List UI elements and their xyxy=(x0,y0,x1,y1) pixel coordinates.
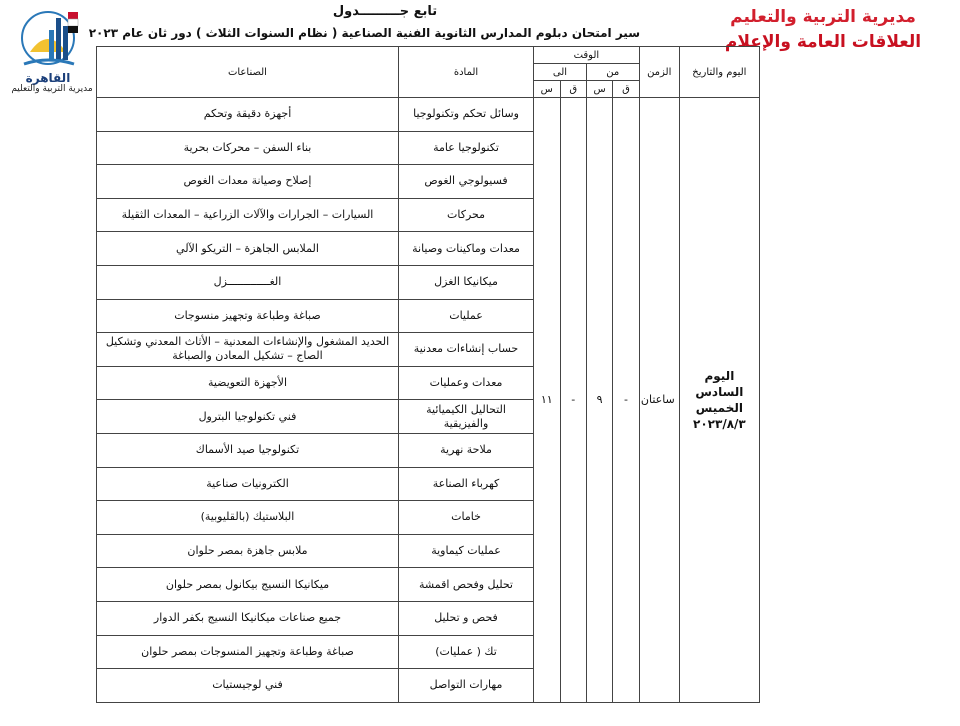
specialties-cell: الأجهزة التعويضية xyxy=(97,366,399,400)
specialties-cell: صباغة وطباعة وتجهيز منسوجات xyxy=(97,299,399,333)
brand-line-1: مديرية التربية والتعليم xyxy=(730,7,916,27)
specialties-cell: الملابس الجاهزة – التريكو الآلي xyxy=(97,232,399,266)
specialties-cell: البلاستيك (بالقليوبية) xyxy=(97,501,399,535)
logo-name: القاهرة xyxy=(25,71,71,85)
subject-cell: محركات xyxy=(398,198,533,232)
schedule-document xyxy=(96,46,760,726)
subject-cell: فسيولوجي الغوص xyxy=(398,165,533,199)
subject-cell: كهرباء الصناعة xyxy=(398,467,533,501)
specialties-cell: تكنولوجيا صيد الأسماك xyxy=(97,433,399,467)
day-date: ٢٠٢٣/٨/٣ xyxy=(693,416,746,431)
subject-cell: خامات xyxy=(398,501,533,535)
cairo-logo-icon xyxy=(8,6,94,88)
specialties-cell: السيارات – الجرارات والآلات الزراعية – المعدات الثقيلة xyxy=(97,198,399,232)
specialties-cell: فني لوجيستيات xyxy=(97,669,399,703)
header-to-s: س xyxy=(534,81,560,98)
exam-day xyxy=(679,98,759,703)
subject-cell: ملاحة نهرية xyxy=(398,433,533,467)
day-weekday: الخميس xyxy=(695,400,743,415)
subject-cell: مهارات التواصل xyxy=(398,669,533,703)
specialties-cell: ميكانيكا النسيج بيكانول بمصر حلوان xyxy=(97,568,399,602)
subject-cell: تحليل وفحص اقمشة xyxy=(398,568,533,602)
header-specialties: الصناعات xyxy=(97,47,399,98)
day-label: اليوم xyxy=(704,368,735,383)
specialties-cell: إصلاح وصيانة معدات الغوص xyxy=(97,165,399,199)
subject-cell: معدات وماكينات وصيانة xyxy=(398,232,533,266)
specialties-cell: بناء السفن – محركات بحرية xyxy=(97,131,399,165)
specialties-cell: فني تكنولوجيا البترول xyxy=(97,400,399,434)
schedule-rows xyxy=(97,98,760,703)
specialties-cell: أجهزة دقيقة وتحكم xyxy=(97,98,399,132)
schedule-table xyxy=(96,46,760,703)
subject-cell: معدات وعمليات xyxy=(398,366,533,400)
day-ordinal: السادس xyxy=(695,384,744,399)
header-subject: المادة xyxy=(398,47,533,98)
table-row xyxy=(97,98,760,132)
subject-cell: التحاليل الكيميائية والفيزيقية xyxy=(398,400,533,434)
header-from-q: ق xyxy=(613,81,639,98)
subject-cell: عمليات كيماوية xyxy=(398,534,533,568)
time-from-hours: ٩ xyxy=(586,98,612,703)
specialties-cell: جميع صناعات ميكانيكا النسيج بكفر الدوار xyxy=(97,601,399,635)
specialties-cell: الكترونيات صناعية xyxy=(97,467,399,501)
specialties-cell: الحديد المشغول والإنشاءات المعدنية – الأثاث المعدني وتشكيل الصاج – تشكيل المعادن والصباغة xyxy=(97,333,399,367)
subject-cell: عمليات xyxy=(398,299,533,333)
time-to-minutes: - xyxy=(560,98,586,703)
header-duration: الزمن xyxy=(639,47,679,98)
brand-line-2: العلاقات العامة والإعلام xyxy=(724,32,922,52)
header-from: من xyxy=(586,64,639,81)
subject-cell: فحص و تحليل xyxy=(398,601,533,635)
header-from-s: س xyxy=(586,81,612,98)
exam-duration: ساعتان xyxy=(639,98,679,703)
subject-cell: حساب إنشاءات معدنية xyxy=(398,333,533,367)
specialties-cell: الغـــــــــــــزل xyxy=(97,265,399,299)
header-to: الى xyxy=(534,64,587,81)
header-day: اليوم والتاريخ xyxy=(679,47,759,98)
header-time: الوقت xyxy=(534,47,640,64)
subject-cell: ميكانيكا الغزل xyxy=(398,265,533,299)
subject-cell: تك ( عمليات) xyxy=(398,635,533,669)
specialties-cell: صباغة وطباعة وتجهيز المنسوجات بمصر حلوان xyxy=(97,635,399,669)
specialties-cell: ملابس جاهزة بمصر حلوان xyxy=(97,534,399,568)
subject-cell: تكنولوجيا عامة xyxy=(398,131,533,165)
subject-cell: وسائل تحكم وتكنولوجيا xyxy=(398,98,533,132)
page-title: تابع جـــــــــدول xyxy=(332,4,438,19)
time-from-minutes: - xyxy=(613,98,639,703)
page-subtitle: سير امتحان دبلوم المدارس الثانوية الفنية الصناعية ( نظام السنوات الثلاث ) دور ثان عام ٢٠٢٣ xyxy=(88,26,640,40)
logo-caption: مديرية التربية والتعليم xyxy=(11,84,93,94)
time-to-hours: ١١ xyxy=(534,98,560,703)
header-to-q: ق xyxy=(560,81,586,98)
